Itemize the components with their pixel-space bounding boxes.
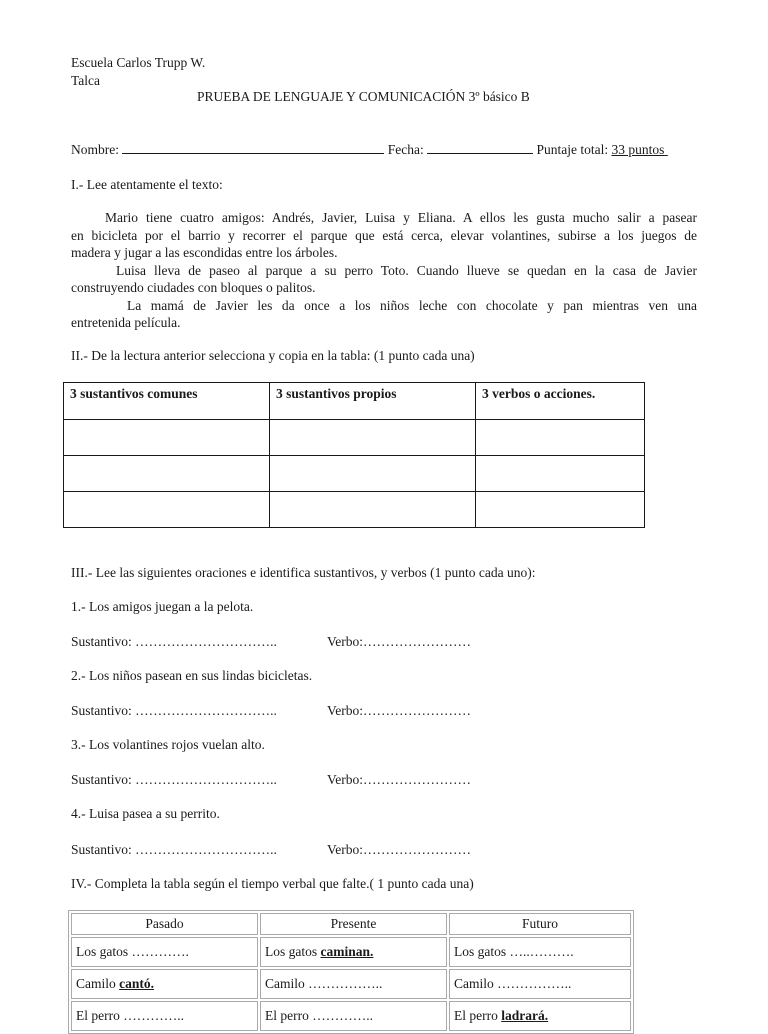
reading-line: entretenida película. xyxy=(71,315,181,330)
tense-cell[interactable]: El perro ………….. xyxy=(260,1001,447,1031)
tense-cell[interactable]: Camilo cantó. xyxy=(71,969,258,999)
noun-answer-line[interactable]: Sustantivo: ………………………….. xyxy=(71,772,277,787)
reading-text xyxy=(71,209,697,332)
name-field[interactable] xyxy=(122,142,384,154)
tense-cell[interactable]: Camilo …………….. xyxy=(449,969,631,999)
column-header-verbs: 3 verbos o acciones. xyxy=(476,383,645,420)
form-line xyxy=(71,142,668,158)
section4-heading: IV.- Completa la tabla según el tiempo verbal que falte.( 1 punto cada una) xyxy=(71,876,474,891)
answer-cell[interactable] xyxy=(476,456,645,492)
date-label: Fecha: xyxy=(387,142,424,157)
answer-cell[interactable] xyxy=(64,420,270,456)
word-classification-table xyxy=(63,382,645,528)
date-field[interactable] xyxy=(427,142,533,154)
tense-cell[interactable]: Los gatos caminan. xyxy=(260,937,447,967)
sentence-item: 4.- Luisa pasea a su perrito. xyxy=(71,806,220,821)
sentence-item: 1.- Los amigos juegan a la pelota. xyxy=(71,599,254,614)
answer-cell[interactable] xyxy=(476,420,645,456)
column-header-future: Futuro xyxy=(449,913,631,935)
section1-heading: I.- Lee atentamente el texto: xyxy=(71,177,223,192)
reading-line: en bicicleta por el barrio y recorrer el parque que está cerca, elevar volantines, subirse a los juegos de xyxy=(71,227,697,243)
score-value: 33 puntos xyxy=(611,142,665,157)
answer-cell[interactable] xyxy=(64,492,270,528)
score-label: Puntaje total: xyxy=(536,142,609,157)
section3-heading: III.- Lee las siguientes oraciones e identifica sustantivos, y verbos (1 punto cada uno): xyxy=(71,565,536,580)
answer-cell[interactable] xyxy=(270,420,476,456)
sentence-item: 3.- Los volantines rojos vuelan alto. xyxy=(71,737,265,752)
reading-line: madera y jugar a las escondidas entre los árboles. xyxy=(71,245,338,260)
test-title: PRUEBA DE LENGUAJE Y COMUNICACIÓN 3º básico B xyxy=(197,89,530,104)
verb-answer-line[interactable]: Verbo:…………………… xyxy=(327,634,471,649)
answer-cell[interactable] xyxy=(270,492,476,528)
tense-cell[interactable]: Camilo …………….. xyxy=(260,969,447,999)
name-label: Nombre: xyxy=(71,142,119,157)
tense-cell[interactable]: Los gatos …………. xyxy=(71,937,258,967)
column-header-proper-nouns: 3 sustantivos propios xyxy=(270,383,476,420)
answer-cell[interactable] xyxy=(270,456,476,492)
reading-line: Mario tiene cuatro amigos: Andrés, Javier, Luisa y Eliana. A ellos les gusta mucho salir a pasear xyxy=(105,210,697,225)
column-header-present: Presente xyxy=(260,913,447,935)
verb-tense-table xyxy=(68,910,634,1034)
noun-answer-line[interactable]: Sustantivo: ………………………….. xyxy=(71,842,277,857)
reading-line: La mamá de Javier les da once a los niños leche con chocolate y pan mientras ven una xyxy=(127,297,697,313)
tense-cell[interactable]: Los gatos …..………. xyxy=(449,937,631,967)
noun-answer-line[interactable]: Sustantivo: ………………………….. xyxy=(71,634,277,649)
section2-heading: II.- De la lectura anterior selecciona y copia en la tabla: (1 punto cada una) xyxy=(71,348,475,363)
school-name: Escuela Carlos Trupp W. xyxy=(71,55,206,70)
city-name: Talca xyxy=(71,73,101,88)
sentence-item: 2.- Los niños pasean en sus lindas bicicletas. xyxy=(71,668,313,683)
answer-cell[interactable] xyxy=(64,456,270,492)
verb-answer-line[interactable]: Verbo:…………………… xyxy=(327,772,471,787)
reading-line: Luisa lleva de paseo al parque a su perro Toto. Cuando llueve se quedan en la casa de Javier xyxy=(116,262,697,278)
tense-cell[interactable]: El perro ………….. xyxy=(71,1001,258,1031)
verb-answer-line[interactable]: Verbo:…………………… xyxy=(327,842,471,857)
tense-cell[interactable]: El perro ladrará. xyxy=(449,1001,631,1031)
verb-answer-line[interactable]: Verbo:…………………… xyxy=(327,703,471,718)
column-header-common-nouns: 3 sustantivos comunes xyxy=(64,383,270,420)
reading-line: construyendo ciudades con bloques o palitos. xyxy=(71,280,316,295)
column-header-past: Pasado xyxy=(71,913,258,935)
noun-answer-line[interactable]: Sustantivo: ………………………….. xyxy=(71,703,277,718)
answer-cell[interactable] xyxy=(476,492,645,528)
